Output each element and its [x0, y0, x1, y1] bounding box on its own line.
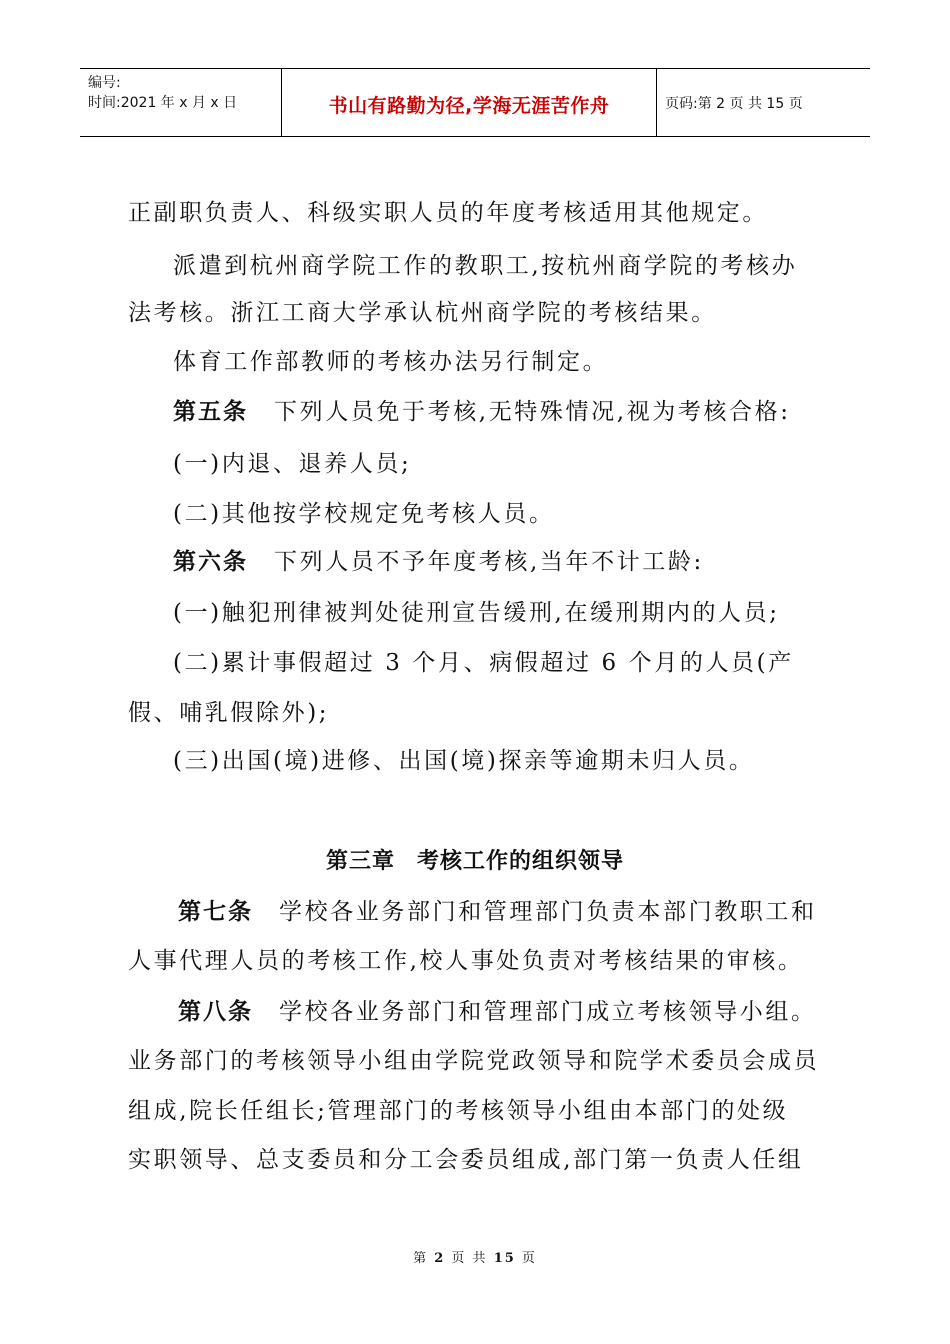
article-label: 第七条: [178, 899, 253, 925]
article-7: [178, 897, 835, 927]
footer-prefix: 第: [413, 1251, 429, 1266]
footer-suffix: 页: [521, 1251, 537, 1266]
footer-total-pages: 15: [493, 1251, 516, 1266]
article-text: 学校各业务部门和管理部门成立考核领导小组。: [279, 999, 817, 1025]
header-divider: [656, 69, 657, 136]
body-line: 正副职负责人、科级实职人员的年度考核适用其他规定。: [128, 200, 768, 226]
body-line: 业务部门的考核领导小组由学院党政领导和院学术委员会成员: [128, 1048, 820, 1074]
body-line: (二)其他按学校规定免考核人员。: [173, 501, 555, 527]
page-footer: [0, 1247, 950, 1266]
article-text: 下列人员不予年度考核,当年不计工龄:: [274, 549, 704, 575]
article-text: 学校各业务部门和管理部门负责本部门教职工和: [279, 899, 817, 925]
body-line: 派遣到杭州商学院工作的教职工,按杭州商学院的考核办: [173, 253, 798, 279]
article-8: [178, 997, 835, 1027]
body-line: 实职领导、总支委员和分工会委员组成,部门第一负责人任组: [128, 1147, 804, 1173]
chapter-heading: [0, 844, 950, 875]
article-text: 下列人员免于考核,无特殊情况,视为考核合格:: [274, 399, 791, 425]
body-line: (一)触犯刑律被判处徒刑宣告缓刑,在缓刑期内的人员;: [173, 600, 780, 626]
article-label: 第六条: [173, 549, 248, 575]
body-line: 假、哺乳假除外);: [128, 700, 330, 726]
article-6: [173, 547, 830, 577]
article-label: 第八条: [178, 999, 253, 1025]
body-line: 人事代理人员的考核工作,校人事处负责对考核结果的审核。: [128, 948, 804, 974]
body-line: (三)出国(境)进修、出国(境)探亲等逾期未归人员。: [173, 748, 755, 774]
document-header: [80, 68, 870, 137]
article-label: 第五条: [173, 399, 248, 425]
article-5: [173, 397, 830, 427]
body-line: (二)累计事假超过 3 个月、病假超过 6 个月的人员(产: [173, 650, 794, 676]
number-label: 编号:: [88, 75, 121, 91]
body-line: 法考核。浙江工商大学承认杭州商学院的考核结果。: [128, 300, 717, 326]
body-line: 体育工作部教师的考核办法另行制定。: [173, 349, 609, 375]
chapter-number: 第三章: [325, 849, 395, 874]
time-label: 时间:2021 年 x 月 x 日: [88, 95, 238, 111]
body-line: (一)内退、退养人员;: [173, 451, 412, 477]
footer-middle: 页 共: [451, 1251, 488, 1266]
chapter-title: 考核工作的组织领导: [417, 849, 625, 874]
body-line: 组成,院长任组长;管理部门的考核领导小组由本部门的处级: [128, 1098, 789, 1124]
header-meta: [88, 73, 278, 113]
header-page-info: 页码:第 2 页 共 15 页: [665, 96, 803, 112]
footer-page-number: 2: [434, 1251, 446, 1266]
header-motto: 书山有路勤为径,学海无涯苦作舟: [328, 95, 610, 117]
